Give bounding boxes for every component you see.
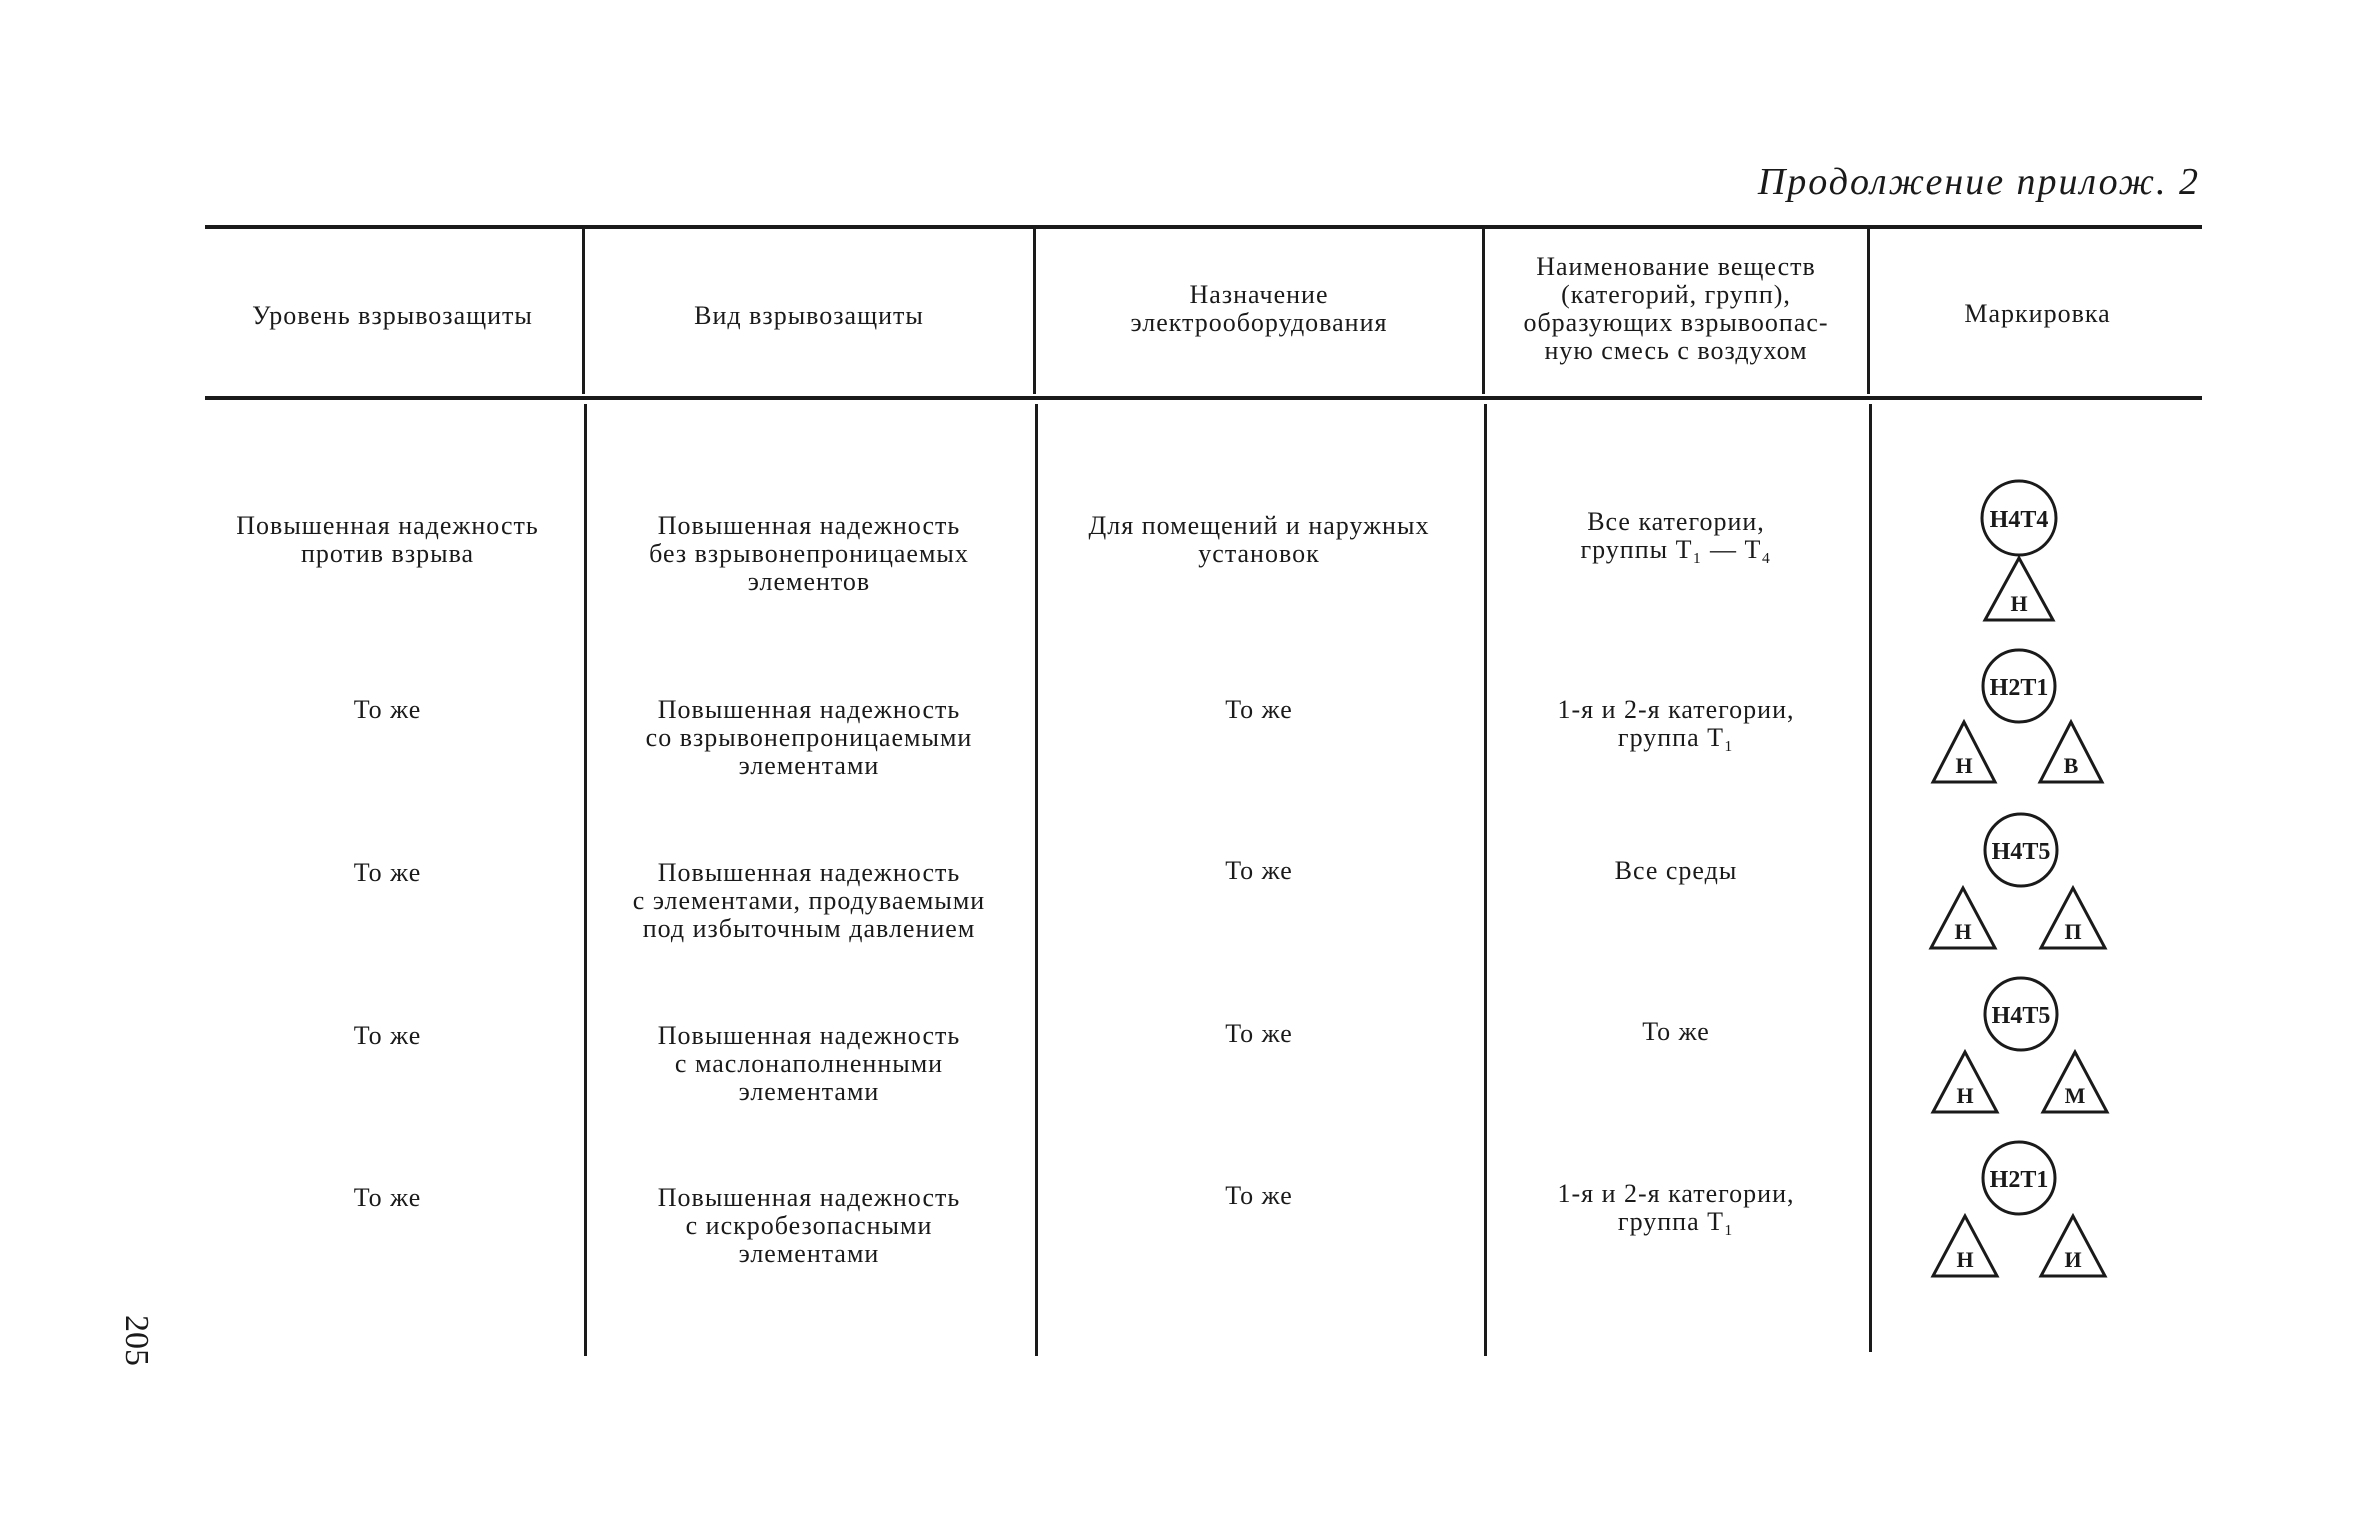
header-purpose <box>1039 281 1479 337</box>
header-kind <box>588 302 1030 330</box>
header-divider-1 <box>582 229 585 394</box>
row5-marking-triangle-text-2: И <box>2064 1247 2082 1272</box>
row4-level <box>195 1022 580 1050</box>
row4-kind-line1: Повышенная надежность <box>657 1021 961 1050</box>
table-header-rule <box>205 396 2202 400</box>
header-substances-line3: образующих взрывоопас- <box>1523 308 1829 337</box>
header-purpose-line2: электрооборудования <box>1130 308 1388 337</box>
row3-marking <box>1873 806 2203 956</box>
row5-kind <box>588 1184 1030 1268</box>
row5-substances-line2: группа Т₁ <box>1617 1207 1735 1236</box>
row4-marking-circle-text: Н4Т5 <box>1991 1003 2051 1029</box>
row5-level-line1: То же <box>353 1183 422 1212</box>
row1-purpose-line1: Для помещений и наружных <box>1088 511 1430 540</box>
row1-level-line2: против взрыва <box>300 539 475 568</box>
header-substances-line1: Наименование веществ <box>1536 252 1816 281</box>
row1-kind-line2: без взрывонепроницаемых <box>649 539 969 568</box>
row4-marking <box>1873 970 2203 1120</box>
row2-kind <box>588 696 1030 780</box>
header-substances <box>1488 253 1864 365</box>
row5-kind-line1: Повышенная надежность <box>657 1183 961 1212</box>
row3-kind-line2: с элементами, продуваемыми <box>632 886 986 915</box>
row2-substances <box>1488 696 1864 752</box>
row4-level-line1: То же <box>353 1021 422 1050</box>
row1-substances-line1: Все категории, <box>1587 507 1765 536</box>
row1-substances <box>1488 508 1864 564</box>
page-number-text: 205 <box>118 1315 155 1366</box>
row4-kind <box>588 1022 1030 1106</box>
row1-level-line1: Повышенная надежность <box>236 511 539 540</box>
row1-kind-line1: Повышенная надежность <box>657 511 961 540</box>
row2-substances-line1: 1-я и 2-я категории, <box>1557 695 1795 724</box>
body-divider-1 <box>584 404 587 1356</box>
row1-kind <box>588 512 1030 596</box>
row3-kind-line3: под избыточным давлением <box>642 914 976 943</box>
body-divider-2 <box>1035 404 1038 1356</box>
row2-kind-line1: Повышенная надежность <box>657 695 961 724</box>
row3-level <box>195 859 580 887</box>
row2-purpose <box>1039 696 1479 724</box>
row5-kind-line3: элементами <box>738 1239 880 1268</box>
row4-purpose-line1: То же <box>1225 1019 1293 1048</box>
row4-marking-triangle-text-1: Н <box>1956 1083 1974 1108</box>
row5-substances-line1: 1-я и 2-я категории, <box>1557 1179 1795 1208</box>
row5-level <box>195 1184 580 1212</box>
header-marking-text: Маркировка <box>1964 299 2111 328</box>
row3-substances <box>1488 857 1864 885</box>
row3-marking-triangle-text-2: П <box>2064 919 2082 944</box>
row5-purpose <box>1039 1182 1479 1210</box>
row5-substances <box>1488 1180 1864 1236</box>
row2-marking-triangle-text-2: В <box>2063 753 2079 778</box>
row4-kind-line3: элементами <box>738 1077 880 1106</box>
row3-kind-line1: Повышенная надежность <box>657 858 961 887</box>
header-divider-4 <box>1867 229 1870 394</box>
body-divider-4 <box>1869 404 1872 1352</box>
row1-purpose-line2: установок <box>1198 539 1320 568</box>
row2-kind-line2: со взрывонепроницаемыми <box>645 723 973 752</box>
row5-purpose-line1: То же <box>1225 1181 1293 1210</box>
row3-kind <box>588 859 1030 943</box>
header-level <box>205 302 580 330</box>
header-marking <box>1873 300 2202 328</box>
row2-level <box>195 696 580 724</box>
row3-purpose <box>1039 857 1479 885</box>
row3-substances-line1: Все среды <box>1614 856 1738 885</box>
row1-purpose <box>1039 512 1479 568</box>
row1-level <box>195 512 580 568</box>
row4-substances <box>1488 1018 1864 1046</box>
header-purpose-line1: Назначение <box>1189 280 1329 309</box>
header-substances-line2: (категорий, групп), <box>1561 280 1791 309</box>
row3-purpose-line1: То же <box>1225 856 1293 885</box>
page-caption: Продолжение прилож. 2 <box>1757 161 2200 203</box>
row4-marking-triangle-text-2: М <box>2064 1083 2086 1108</box>
row2-marking-triangle-text-1: Н <box>1955 753 1973 778</box>
header-divider-2 <box>1033 229 1036 394</box>
row1-substances-line2: группы Т₁ — Т₄ <box>1580 535 1772 564</box>
row2-purpose-line1: То же <box>1225 695 1293 724</box>
header-kind-text: Вид взрывозащиты <box>694 301 924 330</box>
row5-kind-line2: с искробезопасными <box>685 1211 933 1240</box>
row1-marking-circle-text: Н4Т4 <box>1989 507 2049 533</box>
header-level-text: Уровень взрывозащиты <box>252 301 533 330</box>
row2-substances-line2: группа Т₁ <box>1617 723 1735 752</box>
row2-marking-circle-text: Н2Т1 <box>1989 675 2049 701</box>
row1-marking <box>1873 470 2203 630</box>
header-substances-line4: ную смесь с воздухом <box>1544 336 1808 365</box>
body-divider-3 <box>1484 404 1487 1356</box>
row4-purpose <box>1039 1020 1479 1048</box>
row1-marking-triangle-text-1: Н <box>2010 591 2028 616</box>
row3-marking-circle-text: Н4Т5 <box>1991 839 2051 865</box>
row3-level-line1: То же <box>353 858 422 887</box>
row2-level-line1: То же <box>353 695 422 724</box>
row1-kind-line3: элементов <box>747 567 871 596</box>
table-top-rule <box>205 225 2202 229</box>
page-number <box>117 1315 155 1366</box>
row3-marking-triangle-text-1: Н <box>1954 919 1972 944</box>
row4-substances-line1: То же <box>1642 1017 1710 1046</box>
row5-marking-circle-text: Н2Т1 <box>1989 1167 2049 1193</box>
row5-marking-triangle-text-1: Н <box>1956 1247 1974 1272</box>
row4-kind-line2: с маслонаполненными <box>674 1049 944 1078</box>
row2-kind-line3: элементами <box>738 751 880 780</box>
row5-marking <box>1873 1134 2203 1284</box>
row2-marking <box>1873 642 2203 792</box>
header-divider-3 <box>1482 229 1485 394</box>
